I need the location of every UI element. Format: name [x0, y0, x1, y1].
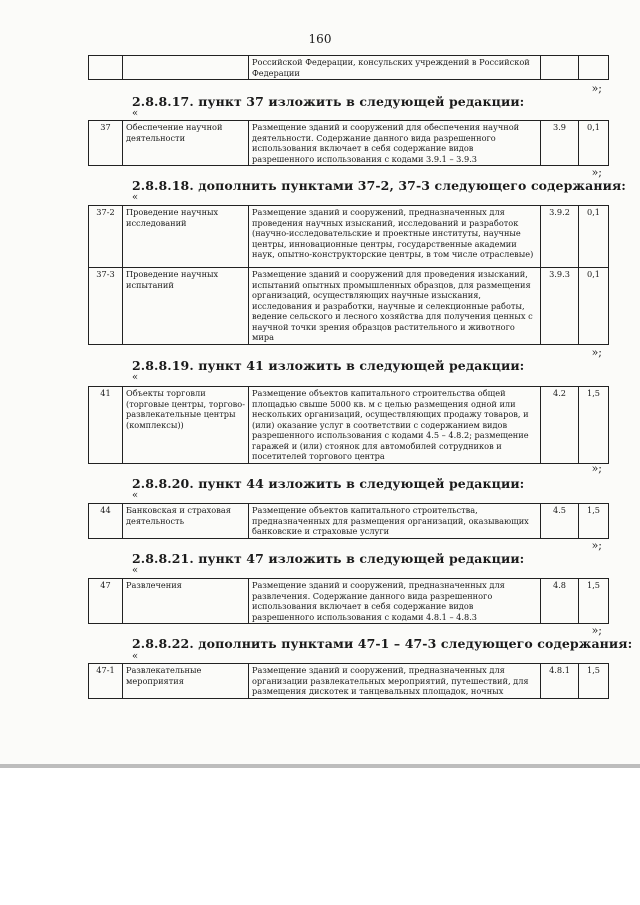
table-item-47: [88, 578, 609, 624]
table-row: [89, 579, 609, 624]
cell-ratio: 1,5: [579, 664, 609, 699]
cell-desc: Размещение зданий и сооружений, предназначенных для развлечения. Содержание данного вида разрешенного использования включает в себя содержание видов разрешенного использования с кодами 4.8.1 – 4.8.3: [249, 579, 541, 624]
table-row: [89, 206, 609, 268]
table-item-41: [88, 386, 609, 464]
closing-quote: »;: [591, 346, 602, 359]
cell-ratio: 1,5: [579, 579, 609, 624]
opening-quote: «: [132, 490, 139, 501]
table-row: [89, 664, 609, 699]
section-heading: 2.8.8.18. дополнить пунктами 37-2, 37-3 следующего содержания:: [132, 178, 627, 193]
cell-code: 4.8.1: [541, 664, 579, 699]
cell-desc: Размещение объектов капитального строительства, предназначенных для размещения организаций, оказывающих банковские и страховые услуги: [249, 504, 541, 539]
cell-desc: Размещение зданий и сооружений для обеспечения научной деятельности. Содержание данного вида разрешенного использования включает в себя содержание видов разрешенного использования с кодами 3.9.1 – 3.9.3: [249, 121, 541, 166]
cell-name: Обеспечение научной деятельности: [123, 121, 249, 166]
section-heading: 2.8.8.17. пункт 37 изложить в следующей редакции:: [132, 94, 525, 109]
cell-num: 37: [89, 121, 123, 166]
table-continuation: [88, 55, 609, 80]
page-number: 160: [308, 32, 332, 46]
cell-ratio: 0,1: [579, 121, 609, 166]
cell-code: 3.9.3: [541, 268, 579, 345]
cell-ratio: 0,1: [579, 206, 609, 268]
cell-name: Проведение научных исследований: [123, 206, 249, 268]
table-row: [89, 121, 609, 166]
cell-num: 41: [89, 387, 123, 464]
section-heading: 2.8.8.20. пункт 44 изложить в следующей редакции:: [132, 476, 525, 491]
cell-ratio: 1,5: [579, 387, 609, 464]
opening-quote: «: [132, 108, 139, 119]
section-heading: 2.8.8.19. пункт 41 изложить в следующей редакции:: [132, 358, 525, 373]
table-row: [89, 56, 609, 80]
cell-code: 4.2: [541, 387, 579, 464]
cell-name: Развлечения: [123, 579, 249, 624]
closing-quote: »;: [591, 82, 602, 95]
cell-name: Объекты торговли (торговые центры, торгово-развлекательные центры (комплексы)): [123, 387, 249, 464]
cell-desc: Размещение объектов капитального строительства общей площадью свыше 5000 кв. м с целью размещения одной или нескольких организаций, осуществляющих продажу товаров, и (или) оказание услуг в соответствии с содержанием видов разрешенного использования с кодами 4.5 – 4.8.2; размещение гаражей и (или) стоянок для автомобилей сотрудников и посетителей торгового центра: [249, 387, 541, 464]
cell-ratio: 0,1: [579, 268, 609, 345]
cell-code: 3.9: [541, 121, 579, 166]
cell-num: 47: [89, 579, 123, 624]
closing-quote: »;: [591, 539, 602, 552]
opening-quote: «: [132, 651, 139, 662]
cell-name: Банковская и страховая деятельность: [123, 504, 249, 539]
table-row: [89, 504, 609, 539]
cell-code: 3.9.2: [541, 206, 579, 268]
cell-desc: Размещение зданий и сооружений для проведения изысканий, испытаний опытных промышленных образцов, для размещения организаций, осуществляющих научные изыскания, исследования и разработки, научные и селекционные работы, ведение сельского и лесного хозяйства для получения ценных с научной точки зрения образцов растительного и животного мира: [249, 268, 541, 345]
closing-quote: »;: [591, 166, 602, 179]
cell-name: Проведение научных испытаний: [123, 268, 249, 345]
table-item-37: [88, 120, 609, 166]
cell-desc: Размещение зданий и сооружений, предназначенных для проведения научных изысканий, исследований и разработок (научно-исследовательские и проектные институты, научные центры, инновационные центры, государственные академии наук, опытно-конструкторские центры, в том числе отраслевые): [249, 206, 541, 268]
cell-code: 4.5: [541, 504, 579, 539]
cell-code: [541, 56, 579, 80]
table-items-37-2-37-3: [88, 205, 609, 345]
cell-num: 44: [89, 504, 123, 539]
cell-ratio: 1,5: [579, 504, 609, 539]
scan-edge: [0, 764, 640, 768]
cell-name: [123, 56, 249, 80]
cell-ratio: [579, 56, 609, 80]
closing-quote: »;: [591, 462, 602, 475]
opening-quote: «: [132, 192, 139, 203]
opening-quote: «: [132, 372, 139, 383]
cell-num: 47-1: [89, 664, 123, 699]
closing-quote: »;: [591, 624, 602, 637]
cell-desc: Российской Федерации, консульских учреждений в Российской Федерации: [249, 56, 541, 80]
cell-name: Развлекательные мероприятия: [123, 664, 249, 699]
section-heading: 2.8.8.22. дополнить пунктами 47-1 – 47-3 следующего содержания:: [132, 636, 633, 651]
opening-quote: «: [132, 565, 139, 576]
cell-desc: Размещение зданий и сооружений, предназначенных для организации развлекательных мероприятий, путешествий, для размещения дискотек и танцевальных площадок, ночных: [249, 664, 541, 699]
section-heading: 2.8.8.21. пункт 47 изложить в следующей редакции:: [132, 551, 525, 566]
table-item-44: [88, 503, 609, 539]
cell-code: 4.8: [541, 579, 579, 624]
table-items-47-1: [88, 663, 609, 699]
cell-num: 37-3: [89, 268, 123, 345]
table-row: [89, 268, 609, 345]
table-row: [89, 387, 609, 464]
cell-num: [89, 56, 123, 80]
cell-num: 37-2: [89, 206, 123, 268]
